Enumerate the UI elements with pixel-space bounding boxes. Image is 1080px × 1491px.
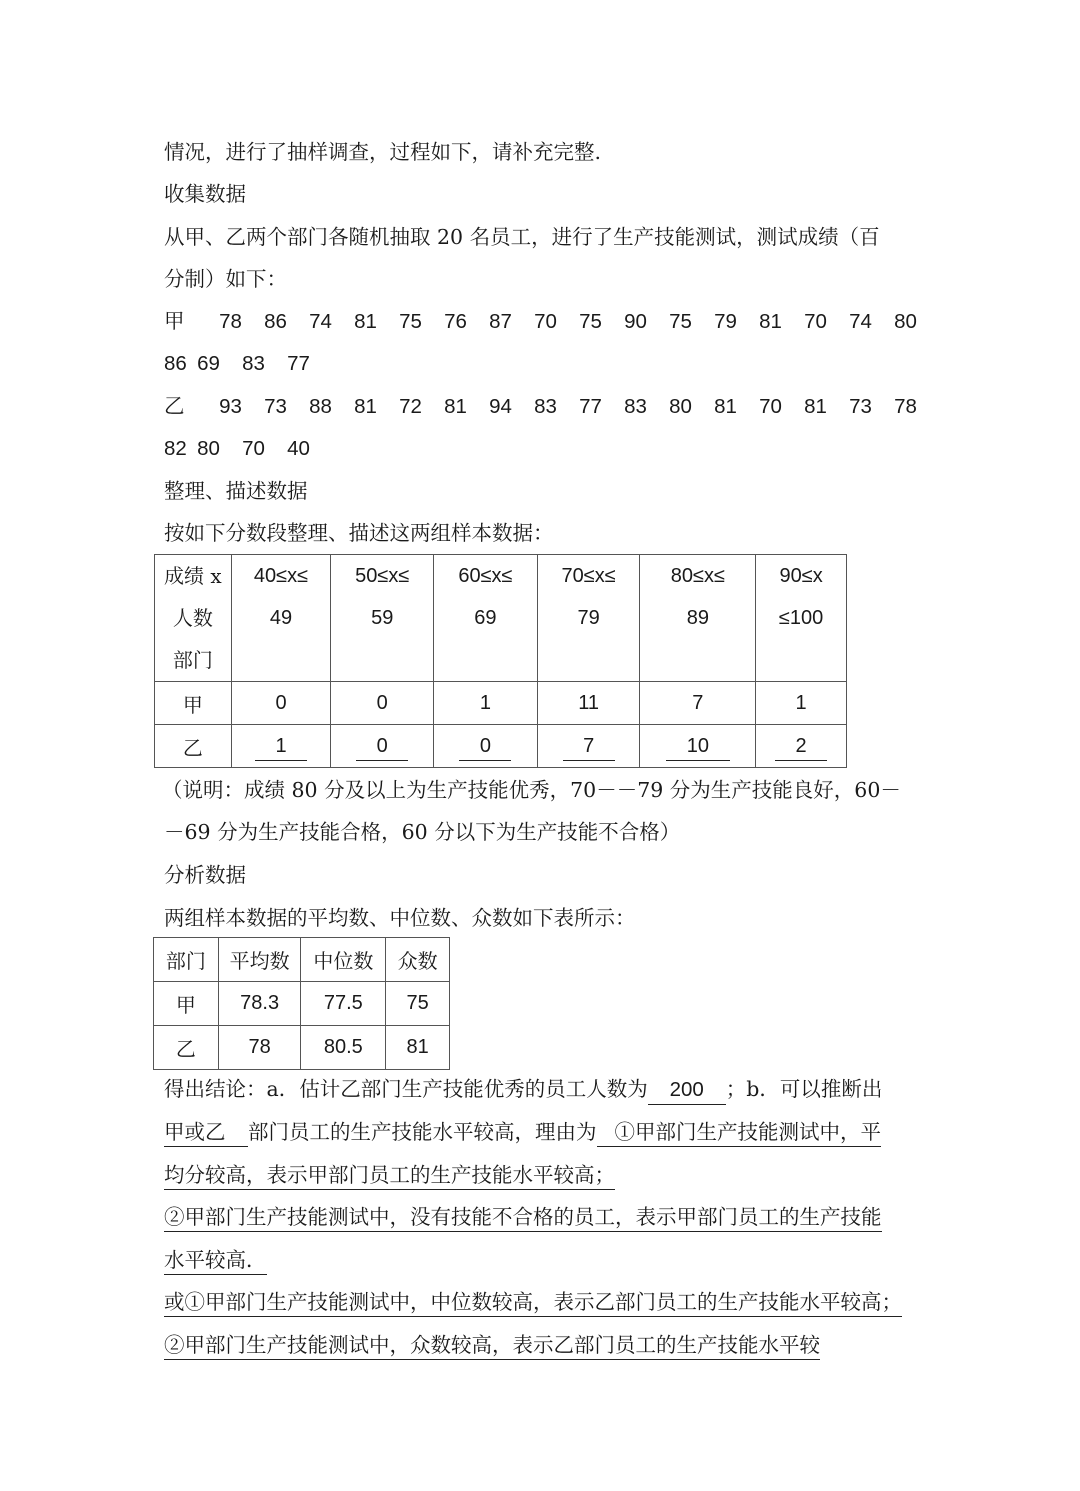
answer-blank: 0 bbox=[356, 732, 408, 761]
score: 87 bbox=[489, 310, 512, 333]
table1-corner-cell bbox=[155, 555, 232, 682]
corner-label-dept: 部门 bbox=[172, 648, 213, 672]
score: 78 bbox=[894, 395, 917, 418]
score: 79 bbox=[714, 310, 737, 333]
conclusion-line-5 bbox=[164, 1245, 267, 1275]
mode-cell: 75 bbox=[386, 982, 450, 1026]
answer-cell bbox=[640, 725, 756, 768]
row-label: 甲 bbox=[154, 982, 219, 1026]
score: 86 bbox=[164, 352, 187, 375]
score: 80 bbox=[669, 395, 692, 418]
range-top: 70≤x≤ bbox=[561, 565, 616, 587]
answer-cell bbox=[537, 725, 640, 768]
answer-cell bbox=[434, 725, 538, 768]
score: 77 bbox=[579, 395, 602, 418]
analyze-heading: 分析数据 bbox=[164, 863, 246, 887]
score: 94 bbox=[489, 395, 512, 418]
median-cell: 77.5 bbox=[301, 982, 386, 1026]
answer-blank: 10 bbox=[666, 732, 730, 761]
count-cell: 7 bbox=[640, 682, 756, 725]
collect-heading: 收集数据 bbox=[164, 182, 246, 206]
score: 70 bbox=[534, 310, 557, 333]
note-line-1: （说明：成绩 80 分及以上为生产技能优秀，70－－79 分为生产技能良好，60－ bbox=[162, 778, 901, 802]
conclusion-text: ；b．可以推断出 bbox=[725, 1077, 883, 1101]
score-distribution-table bbox=[154, 554, 847, 768]
dept-b-label: 乙 bbox=[164, 395, 185, 418]
score: 69 bbox=[197, 352, 220, 375]
mode-cell: 81 bbox=[386, 1026, 450, 1070]
answer-reason-text: 水平较高． bbox=[164, 1246, 267, 1275]
score: 81 bbox=[804, 395, 827, 418]
answer-blank: 0 bbox=[459, 732, 511, 761]
range-bottom: 69 bbox=[474, 607, 497, 629]
score: 70 bbox=[242, 437, 265, 460]
answer-cell bbox=[231, 725, 331, 768]
table2-header-row bbox=[154, 938, 450, 982]
range-top: 60≤x≤ bbox=[458, 565, 513, 587]
conclusion-line-6 bbox=[164, 1287, 902, 1317]
mean-cell: 78 bbox=[218, 1026, 301, 1070]
score: 74 bbox=[849, 310, 872, 333]
answer-blank-b: 甲或乙 bbox=[164, 1118, 248, 1147]
score: 78 bbox=[219, 310, 242, 333]
range-bottom: 79 bbox=[577, 607, 600, 629]
score: 75 bbox=[399, 310, 422, 333]
score: 88 bbox=[309, 395, 332, 418]
dept-a-scores-row2 bbox=[164, 349, 321, 379]
table2-row-a bbox=[154, 982, 450, 1026]
conclusion-line-1 bbox=[164, 1074, 882, 1105]
range-header bbox=[331, 555, 434, 682]
range-header bbox=[231, 555, 331, 682]
column-header: 中位数 bbox=[301, 938, 386, 982]
score: 77 bbox=[287, 352, 310, 375]
conclusion-text: 得出结论：a．估计乙部门生产技能优秀的员工人数为 bbox=[164, 1077, 648, 1101]
score: 40 bbox=[287, 437, 310, 460]
score: 81 bbox=[759, 310, 782, 333]
count-cell: 1 bbox=[434, 682, 538, 725]
conclusion-line-4 bbox=[164, 1202, 882, 1232]
range-header bbox=[434, 555, 538, 682]
score: 80 bbox=[894, 310, 917, 333]
score: 73 bbox=[264, 395, 287, 418]
score: 80 bbox=[197, 437, 220, 460]
dept-a-scores-row1 bbox=[164, 307, 928, 337]
score: 72 bbox=[399, 395, 422, 418]
range-header bbox=[640, 555, 756, 682]
score: 75 bbox=[579, 310, 602, 333]
mean-cell: 78.3 bbox=[218, 982, 301, 1026]
score: 81 bbox=[714, 395, 737, 418]
score: 74 bbox=[309, 310, 332, 333]
range-header bbox=[756, 555, 847, 682]
count-cell: 0 bbox=[331, 682, 434, 725]
range-bottom: 89 bbox=[686, 607, 709, 629]
range-top: 80≤x≤ bbox=[670, 565, 725, 587]
column-header: 部门 bbox=[154, 938, 219, 982]
count-cell: 0 bbox=[231, 682, 331, 725]
answer-blank: 1 bbox=[255, 732, 307, 761]
score: 83 bbox=[242, 352, 265, 375]
range-bottom: ≤100 bbox=[778, 607, 824, 629]
answer-reason-text: ②甲部门生产技能测试中，众数较高，表示乙部门员工的生产技能水平较 bbox=[164, 1331, 820, 1360]
table1-row-a bbox=[155, 682, 847, 725]
score: 90 bbox=[624, 310, 647, 333]
collect-text-2: 分制）如下： bbox=[164, 267, 287, 291]
range-top: 40≤x≤ bbox=[253, 565, 309, 587]
dept-a-label: 甲 bbox=[164, 310, 185, 333]
score: 73 bbox=[849, 395, 872, 418]
score: 83 bbox=[624, 395, 647, 418]
score: 81 bbox=[444, 395, 467, 418]
answer-cell bbox=[756, 725, 847, 768]
score: 76 bbox=[444, 310, 467, 333]
intro-line: 情况，进行了抽样调查，过程如下，请补充完整. bbox=[164, 140, 602, 164]
analyze-text: 两组样本数据的平均数、中位数、众数如下表所示： bbox=[164, 906, 636, 930]
answer-reason-text: ②甲部门生产技能测试中，没有技能不合格的员工，表示甲部门员工的生产技能 bbox=[164, 1203, 882, 1232]
answer-blank: 2 bbox=[775, 732, 827, 761]
note-line-2: －69 分为生产技能合格，60 分以下为生产技能不合格） bbox=[164, 820, 681, 844]
row-label: 乙 bbox=[155, 725, 232, 768]
answer-reason-text: 均分较高，表示甲部门员工的生产技能水平较高； bbox=[164, 1161, 615, 1190]
column-header: 平均数 bbox=[218, 938, 301, 982]
corner-label-score: 成绩 x bbox=[164, 564, 222, 588]
conclusion-text: 部门员工的生产技能水平较高，理由为 bbox=[248, 1120, 597, 1144]
conclusion-line-7 bbox=[164, 1330, 820, 1360]
collect-text-1: 从甲、乙两个部门各随机抽取 20 名员工，进行了生产技能测试，测试成绩（百 bbox=[164, 225, 880, 249]
column-header: 众数 bbox=[386, 938, 450, 982]
corner-label-count: 人数 bbox=[172, 606, 213, 630]
row-label: 乙 bbox=[154, 1026, 219, 1070]
score: 75 bbox=[669, 310, 692, 333]
table1-row-b bbox=[155, 725, 847, 768]
score: 70 bbox=[804, 310, 827, 333]
dept-b-scores-row2 bbox=[164, 434, 321, 464]
range-header bbox=[537, 555, 640, 682]
conclusion-line-2 bbox=[164, 1117, 881, 1147]
statistics-table bbox=[153, 937, 450, 1070]
dept-b-scores-row1 bbox=[164, 392, 928, 422]
score: 83 bbox=[534, 395, 557, 418]
score: 86 bbox=[264, 310, 287, 333]
score: 93 bbox=[219, 395, 242, 418]
answer-blank: 7 bbox=[563, 732, 615, 761]
conclusion-line-3 bbox=[164, 1160, 615, 1190]
answer-blank-reason: ①甲部门生产技能测试中，平 bbox=[597, 1118, 882, 1147]
answer-reason-text: 或①甲部门生产技能测试中，中位数较高，表示乙部门员工的生产技能水平较高； bbox=[164, 1288, 902, 1317]
count-cell: 11 bbox=[537, 682, 640, 725]
row-label: 甲 bbox=[155, 682, 232, 725]
score: 82 bbox=[164, 437, 187, 460]
score: 81 bbox=[354, 310, 377, 333]
range-bottom: 49 bbox=[269, 607, 293, 629]
count-cell: 1 bbox=[756, 682, 847, 725]
score: 70 bbox=[759, 395, 782, 418]
range-top: 50≤x≤ bbox=[355, 565, 410, 587]
organize-text: 按如下分数段整理、描述这两组样本数据： bbox=[164, 521, 554, 545]
answer-cell bbox=[331, 725, 434, 768]
range-bottom: 59 bbox=[371, 607, 394, 629]
answer-blank-a: 200 bbox=[648, 1076, 726, 1105]
table2-row-b bbox=[154, 1026, 450, 1070]
score: 81 bbox=[354, 395, 377, 418]
range-top: 90≤x bbox=[779, 565, 823, 587]
organize-heading: 整理、描述数据 bbox=[164, 479, 308, 503]
median-cell: 80.5 bbox=[301, 1026, 386, 1070]
